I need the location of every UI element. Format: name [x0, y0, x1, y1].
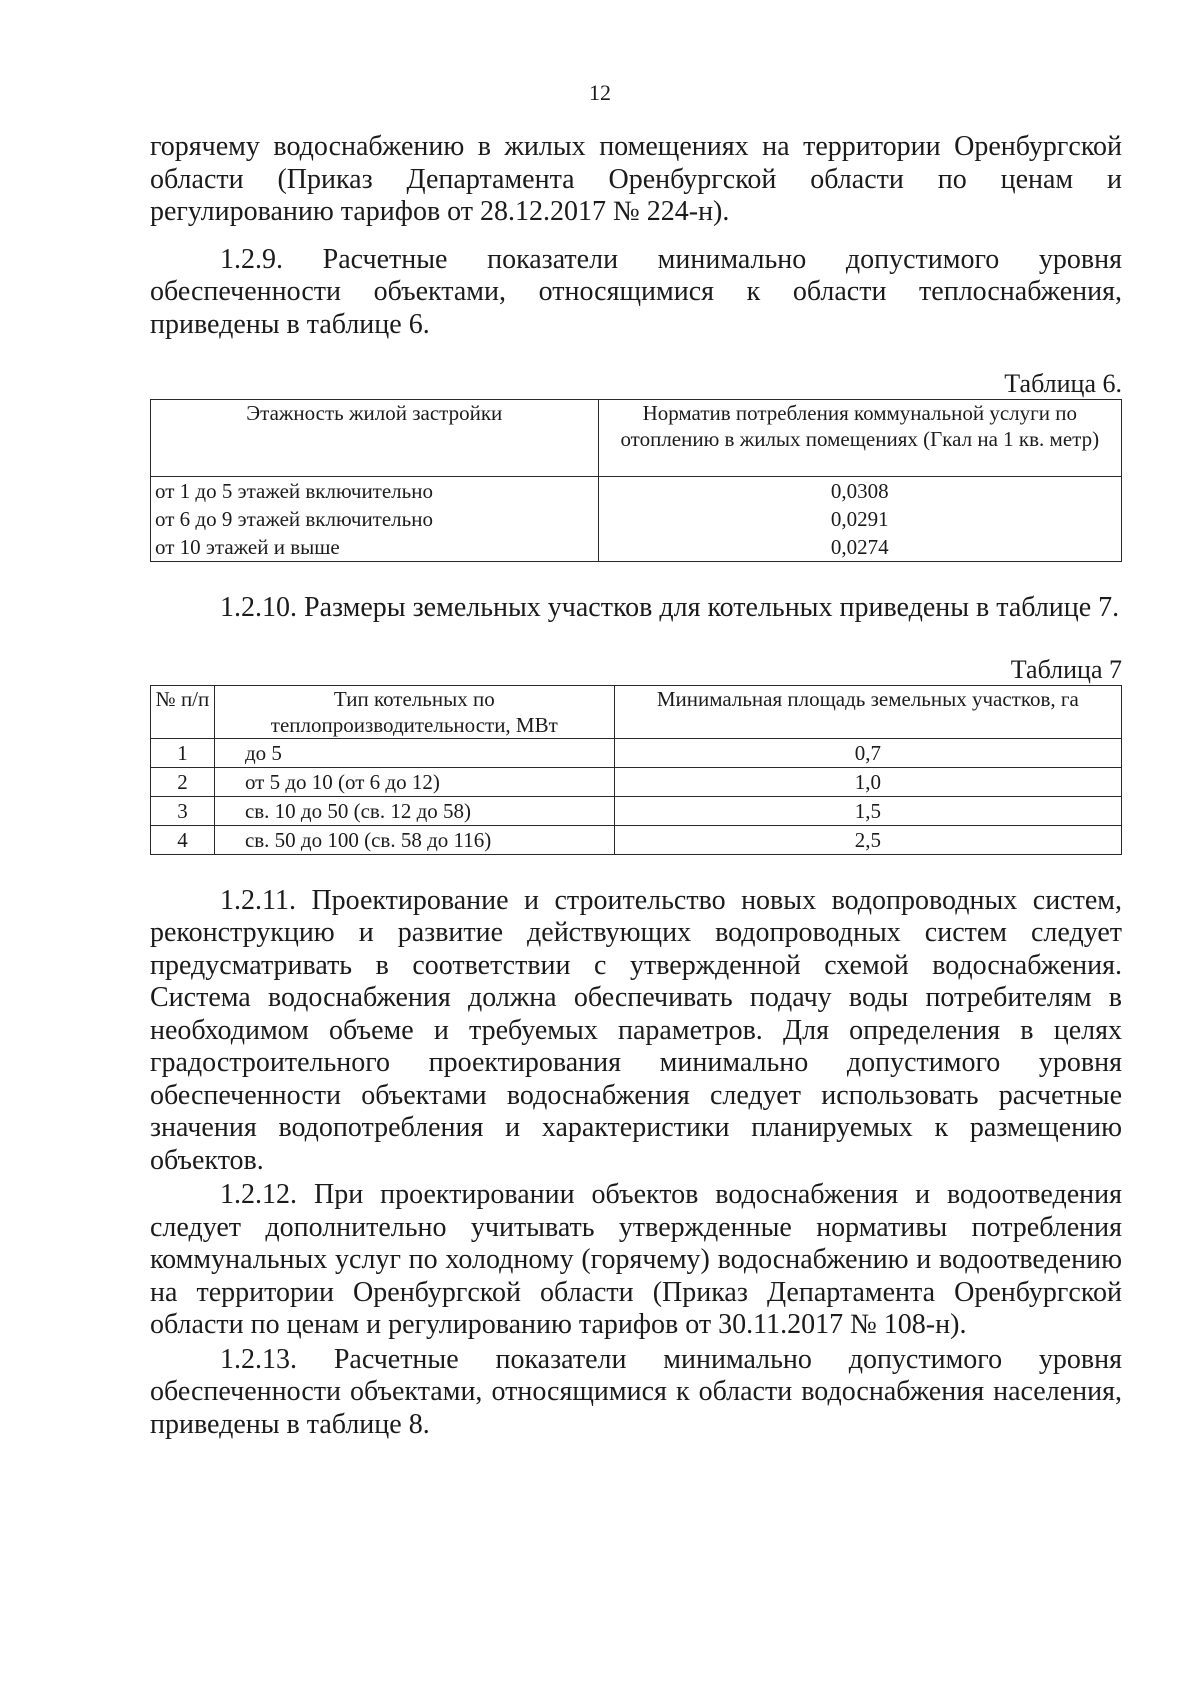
table7-header-num: № п/п	[151, 685, 215, 738]
table6-floors-1: от 1 до 5 этажей включительно	[155, 479, 433, 503]
table6-floors-3: от 10 этажей и выше	[155, 535, 340, 559]
paragraph-1-2-13: 1.2.13. Расчетные показатели минимально допустимого уровня обеспеченности объектами, относящимися к области водоснабжения населения, приведены в таблице 8.	[150, 1343, 1122, 1440]
table7-row2-num: 2	[151, 767, 215, 796]
table7-header-type: Тип котельных по теплопроизводительности, МВт	[214, 685, 614, 738]
table7-row1-area: 0,7	[614, 738, 1121, 767]
table6-header-row	[151, 400, 1122, 477]
table-row	[151, 767, 1122, 796]
table6-floors-2: от 6 до 9 этажей включительно	[155, 507, 433, 531]
page-content	[150, 131, 1122, 1441]
paragraph-1-2-9: 1.2.9. Расчетные показатели минимально допустимого уровня обеспеченности объектами, относящимися к области теплоснабжения, приведены в таблице 6.	[150, 243, 1122, 340]
table-row	[151, 825, 1122, 854]
table6-value-3: 0,0274	[830, 535, 889, 559]
table7-row4-num: 4	[151, 825, 215, 854]
table6-value-1: 0,0308	[830, 479, 889, 503]
table7-row1-type: до 5	[214, 738, 614, 767]
table6-caption: Таблица 6.	[1004, 369, 1122, 398]
table7-row2-area: 1,0	[614, 767, 1121, 796]
table7-header-row	[151, 685, 1122, 738]
table6-data-row	[151, 477, 1122, 562]
table7-row3-type: св. 10 до 50 (св. 12 до 58)	[214, 796, 614, 825]
paragraph-1-2-10: 1.2.10. Размеры земельных участков для котельных приведены в таблице 7.	[220, 592, 1120, 623]
table7-row4-area: 2,5	[614, 825, 1121, 854]
table7-row3-area: 1,5	[614, 796, 1121, 825]
table6-header-floors: Этажность жилой застройки	[151, 400, 599, 477]
table6-value-2: 0,0291	[830, 507, 889, 531]
table6-floors-cell	[151, 477, 599, 562]
paragraph-1-2-12: 1.2.12. При проектировании объектов водоснабжения и водоотведения следует дополнительно учитывать утвержденные нормативы потребления коммунальных услуг по холодному (горячему) водоснабжению и водоотведению на территории Оренбургской области (Приказ Департамента Оренбургской области по ценам и регулированию тарифов от 30.11.2017 № 108-н).	[150, 1179, 1122, 1340]
paragraph-1-2-11: 1.2.11. Проектирование и строительство новых водопроводных систем, реконструкцию и развитие действующих водопроводных систем следует предусматривать в соответствии с утвержденной схемой водоснабжения. Система водоснабжения должна обеспечивать подачу воды потребителям в необходимом объеме и требуемых параметров. Для определения в целях градостроительного проектирования минимально допустимого уровня обеспеченности объектами водоснабжения следует использовать расчетные значения водопотребления и характеристики планируемых к размещению объектов.	[150, 884, 1122, 1176]
table7-row2-type: от 5 до 10 (от 6 до 12)	[214, 767, 614, 796]
table-6	[150, 399, 1122, 562]
table7-row1-num: 1	[151, 738, 215, 767]
table-row	[151, 796, 1122, 825]
table-7	[150, 685, 1122, 855]
paragraph-hot-water-continuation: горячему водоснабжению в жилых помещениях на территории Оренбургской области (Приказ Департамента Оренбургской области по ценам и регулированию тарифов от 28.12.2017 № 224-н).	[150, 131, 1122, 227]
table-row	[151, 738, 1122, 767]
table6-value-cell	[598, 477, 1121, 562]
table7-row4-type: св. 50 до 100 (св. 58 до 116)	[214, 825, 614, 854]
table7-caption: Таблица 7	[1010, 654, 1122, 684]
table7-header-area: Минимальная площадь земельных участков, га	[614, 685, 1121, 738]
table7-row3-num: 3	[151, 796, 215, 825]
table6-header-norm: Норматив потребления коммунальной услуги по отоплению в жилых помещениях (Гкал на 1 кв. метр)	[598, 400, 1121, 477]
page-number: 12	[589, 80, 611, 105]
